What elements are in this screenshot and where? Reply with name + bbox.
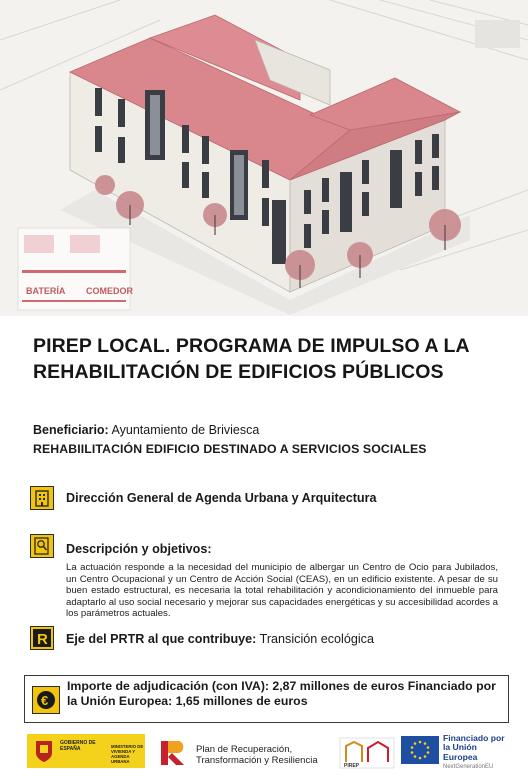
eje-line (66, 632, 374, 646)
plan-line-2: Transformación y Resiliencia (196, 755, 318, 766)
plan-text (196, 744, 318, 766)
shield-icon (34, 739, 54, 763)
pirep-logo-icon (338, 736, 396, 770)
pirep-logo-text: PIREP (344, 763, 360, 769)
building-icon (30, 486, 54, 510)
direccion-label: Dirección General de Agenda Urbana y Arquitectura (66, 491, 377, 505)
ministerio-text: MINISTERIO DE VIVIENDA Y AGENDA URBANA (111, 744, 144, 764)
euro-icon (32, 686, 60, 714)
inset-sign-bottom: COMEDOR (86, 286, 133, 296)
eu-subtext: NextGenerationEU (443, 764, 494, 770)
eu-flag-icon (401, 736, 439, 764)
plan-line-1: Plan de Recuperación, (196, 744, 293, 755)
importe-text: Importe de adjudicación (con IVA): 2,87 millones de euros Financiado por la Unión Europea: 1,65 millones de euros (67, 679, 496, 708)
prtr-logo-icon (158, 738, 188, 768)
page-title: PIREP LOCAL. PROGRAMA DE IMPULSO A LA REHABILITACIÓN DE EDIFICIOS PÚBLICOS (33, 335, 469, 383)
eje-value: Transición ecológica (259, 632, 374, 646)
r-icon (30, 626, 54, 650)
project-name: REHABIILITACIÓN EDIFICIO DESTINADO A SERVICIOS SOCIALES (33, 442, 427, 456)
gobierno-logo (27, 734, 145, 768)
beneficiario-label: Beneficiario: (33, 423, 109, 437)
descripcion-label: Descripción y objetivos: (66, 542, 212, 556)
document-magnifier-icon (30, 534, 54, 558)
eu-text: Financiado por la Unión Europea (443, 733, 505, 762)
inset-sign-top: BATERÍA (26, 286, 66, 296)
beneficiario-line (33, 423, 259, 437)
building-rendering (0, 0, 528, 316)
building-illustration (0, 0, 528, 316)
beneficiario-value: Ayuntamiento de Briviesca (111, 423, 260, 437)
eje-label: Eje del PRTR al que contribuye: (66, 632, 257, 646)
descripcion-text: La actuación responde a la necesidad del municipio de albergar un Centro de Ocio para Jubilados, un Centro Ocupacional y un Centro de Acción Social (CEAS), en un edificio existente. A pesar de su buen estado estructural, es necesaria la total rehabilitación y acondicionamiento del inmueble para adaptarlo al uso social necesario y mejorar sus capacidades energéticas y su accesibilidad acordes a los parámetros actuales. (66, 562, 498, 620)
svg-text:€: € (41, 693, 49, 708)
svg-text:R: R (37, 631, 48, 648)
gobierno-text: GOBIERNO DE ESPAÑA (60, 740, 96, 752)
